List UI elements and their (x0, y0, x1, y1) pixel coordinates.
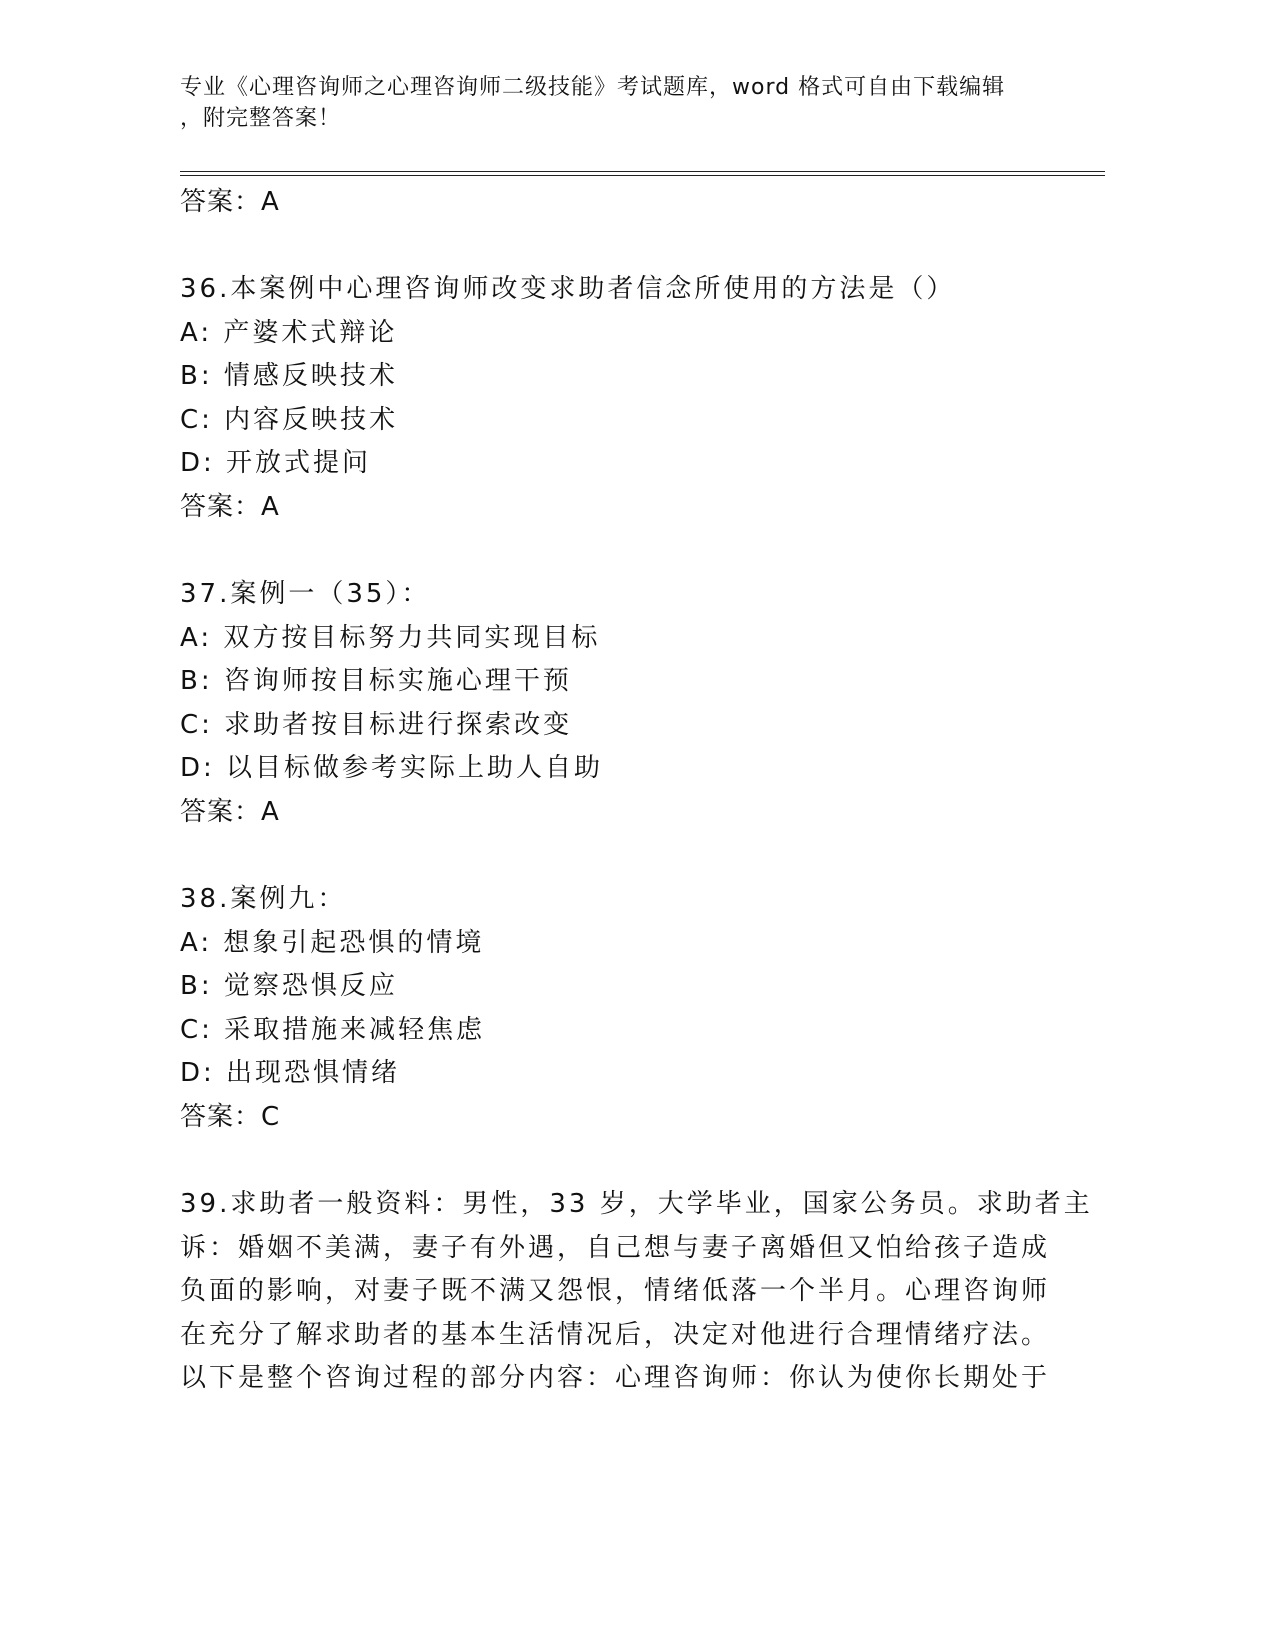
question-36-stem: 36.本案例中心理咨询师改变求助者信念所使用的方法是（） (180, 274, 956, 304)
question-39-line: 在充分了解求助者的基本生活情况后，决定对他进行合理情绪疗法。 (180, 1319, 1051, 1350)
question-37-option-d: D: 以目标做参考实际上助人自助 (180, 753, 604, 783)
answer-38: 答案：C (180, 1102, 281, 1132)
question-39-line: 39.求助者一般资料：男性，33 岁，大学毕业，国家公务员。求助者主 (180, 1189, 1093, 1219)
answer-36: 答案：A (180, 492, 280, 522)
question-37-option-a: A: 双方按目标努力共同实现目标 (180, 623, 601, 653)
question-39-line: 负面的影响，对妻子既不满又怨恨，情绪低落一个半月。心理咨询师 (180, 1276, 1051, 1306)
question-36-option-a: A: 产婆术式辩论 (180, 318, 398, 348)
header-divider-top (180, 171, 1105, 172)
header-line-1: 专业《心理咨询师之心理咨询师二级技能》考试题库，word 格式可自由下载编辑 (180, 75, 1006, 100)
question-39-line: 诉：婚姻不美满，妻子有外遇，自己想与妻子离婚但又怕给孩子造成 (180, 1232, 1051, 1263)
question-39-paragraph (180, 1183, 1093, 1401)
question-36-option-b: B: 情感反映技术 (180, 361, 398, 391)
question-38-option-c: C: 采取措施来减轻焦虑 (180, 1015, 486, 1045)
question-36-option-c: C: 内容反映技术 (180, 405, 399, 435)
question-37-option-c: C: 求助者按目标进行探索改变 (180, 710, 573, 740)
question-37-option-b: B: 咨询师按目标实施心理干预 (180, 666, 572, 696)
question-36-option-d: D: 开放式提问 (180, 448, 372, 478)
question-38-stem: 38.案例九： (180, 884, 347, 914)
question-37-stem: 37.案例一（35）： (180, 579, 431, 609)
question-39-line: 以下是整个咨询过程的部分内容：心理咨询师：你认为使你长期处于 (180, 1363, 1051, 1393)
answer-37: 答案：A (180, 797, 280, 827)
document-header (180, 72, 1040, 134)
question-38-option-b: B: 觉察恐惧反应 (180, 971, 398, 1001)
question-38-option-a: A: 想象引起恐惧的情境 (180, 928, 485, 958)
answer-35: 答案：A (180, 187, 280, 217)
question-38-option-d: D: 出现恐惧情绪 (180, 1058, 401, 1088)
header-divider-bottom (180, 175, 1105, 176)
header-line-2: ，附完整答案！ (180, 106, 342, 131)
